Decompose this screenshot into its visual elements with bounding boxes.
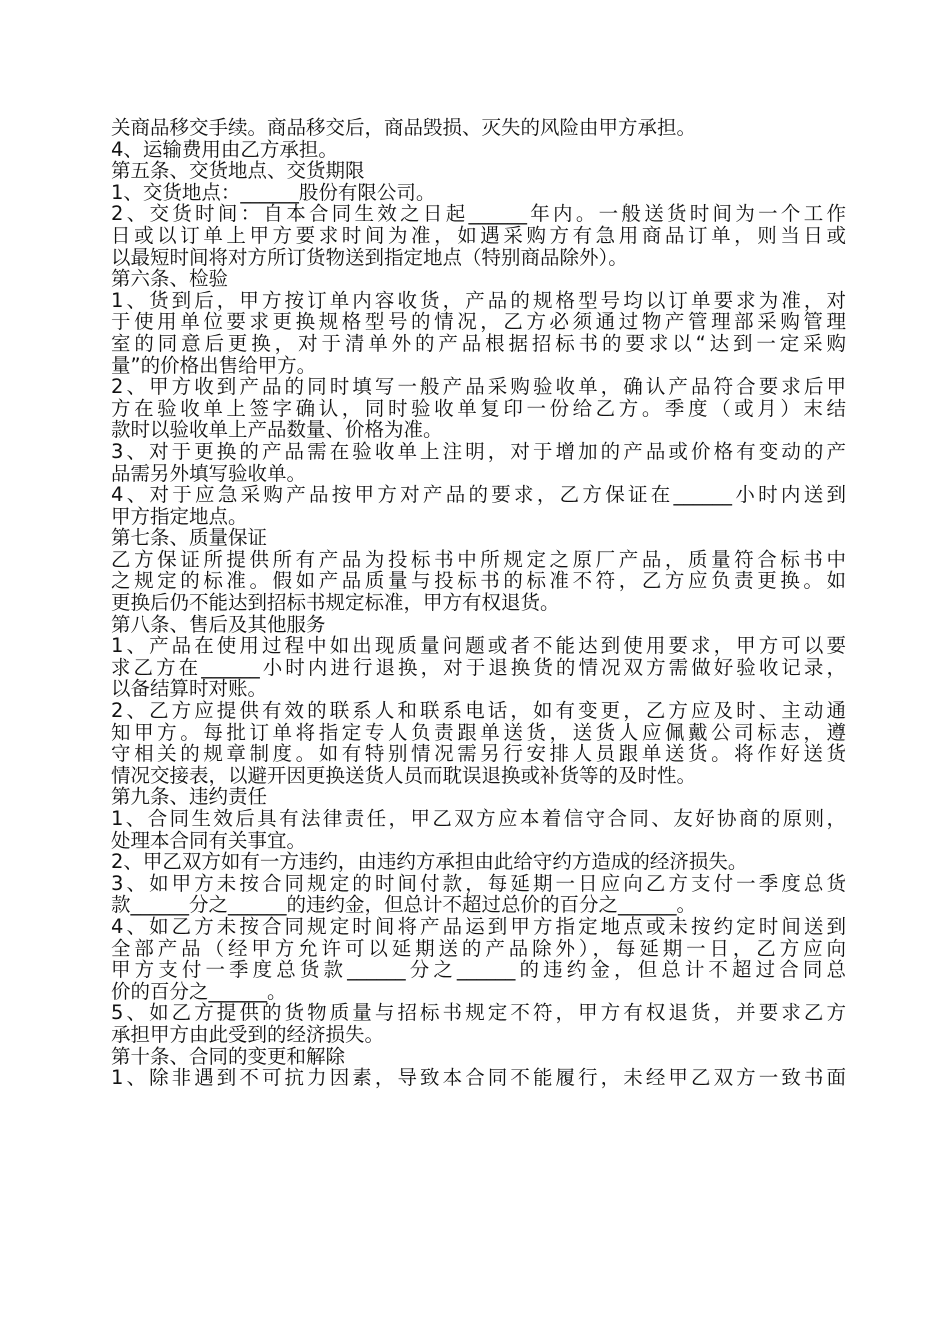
text-line: 第七条、质量保证	[111, 526, 268, 550]
text-line: 2、甲方收到产品的同时填写一般产品采购验收单，确认产品符合要求后甲	[111, 375, 846, 399]
text-line: 室的同意后更换，对于清单外的产品根据招标书的要求以“达到一定采购	[111, 331, 846, 355]
text-line: 乙方保证所提供所有产品为投标书中所规定之原厂产品，质量符合标书中	[111, 547, 846, 571]
text-line: 知甲方。每批订单将指定专人负责跟单送货，送货人应佩戴公司标志，遵	[111, 720, 846, 744]
text-line: 情况交接表，以避开因更换送货人员而耽误退换或补货等的及时性。	[111, 763, 697, 787]
text-line: 全部产品（经甲方允许可以延期送的产品除外），每延期一日，乙方应向	[111, 936, 846, 960]
text-line: 1、交货地点：______股份有限公司。	[111, 180, 436, 204]
text-line: 日或以订单上甲方要求时间为准，如遇采购方有急用商品订单，则当日或	[111, 223, 846, 247]
text-line: 第五条、交货地点、交货期限	[111, 159, 365, 183]
text-line: 求乙方在______小时内进行退换，对于退换货的情况双方需做好验收记录，	[111, 655, 846, 679]
text-line: 甲方指定地点。	[111, 504, 248, 528]
text-line: 更换后仍不能达到招标书规定标准，甲方有权退货。	[111, 591, 560, 615]
text-line: 品需另外填写验收单。	[111, 461, 307, 485]
text-line: 之规定的标准。假如产品质量与投标书的标准不符，乙方应负责更换。如	[111, 569, 846, 593]
text-line: 价的百分之______。	[111, 979, 287, 1003]
text-line: 1、产品在使用过程中如出现质量问题或者不能达到使用要求，甲方可以要	[111, 634, 846, 658]
text-line: 承担甲方由此受到的经济损失。	[111, 1022, 385, 1046]
text-line: 以最短时间将对方所订货物送到指定地点（特别商品除外）。	[111, 245, 628, 269]
text-line: 1、货到后，甲方按订单内容收货，产品的规格型号均以订单要求为准，对	[111, 288, 846, 312]
text-line: 第九条、违约责任	[111, 785, 268, 809]
text-line: 3、如甲方未按合同规定的时间付款，每延期一日应向乙方支付一季度总货	[111, 871, 846, 895]
text-line: 第八条、售后及其他服务	[111, 612, 326, 636]
text-line: 甲方支付一季度总货款______分之______的违约金，但总计不超过合同总	[111, 958, 846, 982]
text-line: 4、对于应急采购产品按甲方对产品的要求，乙方保证在______小时内送到	[111, 483, 846, 507]
text-line: 4、运输费用由乙方承担。	[111, 137, 338, 161]
text-line: 量”的价格出售给甲方。	[111, 353, 317, 377]
text-line: 款______分之______的违约金，但总计不超过总价的百分之______。	[111, 893, 697, 917]
text-line: 2、交货时间：自本合同生效之日起______年内。一般送货时间为一个工作	[111, 202, 846, 226]
text-line: 款时以验收单上产品数量、价格为准。	[111, 418, 443, 442]
text-line: 3、对于更换的产品需在验收单上注明，对于增加的产品或价格有变动的产	[111, 439, 846, 463]
text-line: 处理本合同有关事宜。	[111, 828, 307, 852]
document-body	[111, 117, 846, 1089]
text-line: 2、甲乙双方如有一方违约，由违约方承担由此给守约方造成的经济损失。	[111, 850, 748, 874]
text-line: 第十条、合同的变更和解除	[111, 1044, 346, 1068]
text-line: 守相关的规章制度。如有特别情况需另行安排人员跟单送货。将作好送货	[111, 742, 846, 766]
text-line: 1、合同生效后具有法律责任，甲乙双方应本着信守合同、友好协商的原则，	[111, 807, 846, 830]
text-line: 1、除非遇到不可抗力因素，导致本合同不能履行，未经甲乙双方一致书面	[111, 1066, 846, 1090]
text-line: 5、如乙方提供的货物质量与招标书规定不符，甲方有权退货，并要求乙方	[111, 1001, 846, 1025]
text-line: 4、如乙方未按合同规定时间将产品运到甲方指定地点或未按约定时间送到	[111, 914, 846, 938]
text-line: 方在验收单上签字确认，同时验收单复印一份给乙方。季度（或月）末结	[111, 396, 846, 420]
text-line: 于使用单位要求更换规格型号的情况，乙方必须通过物产管理部采购管理	[111, 310, 846, 334]
text-line: 第六条、检验	[111, 267, 229, 291]
text-line: 2、乙方应提供有效的联系人和联系电话，如有变更，乙方应及时、主动通	[111, 699, 846, 723]
text-line: 关商品移交手续。商品移交后，商品毁损、灭失的风险由甲方承担。	[111, 116, 697, 139]
text-line: 以备结算时对账。	[111, 677, 268, 701]
